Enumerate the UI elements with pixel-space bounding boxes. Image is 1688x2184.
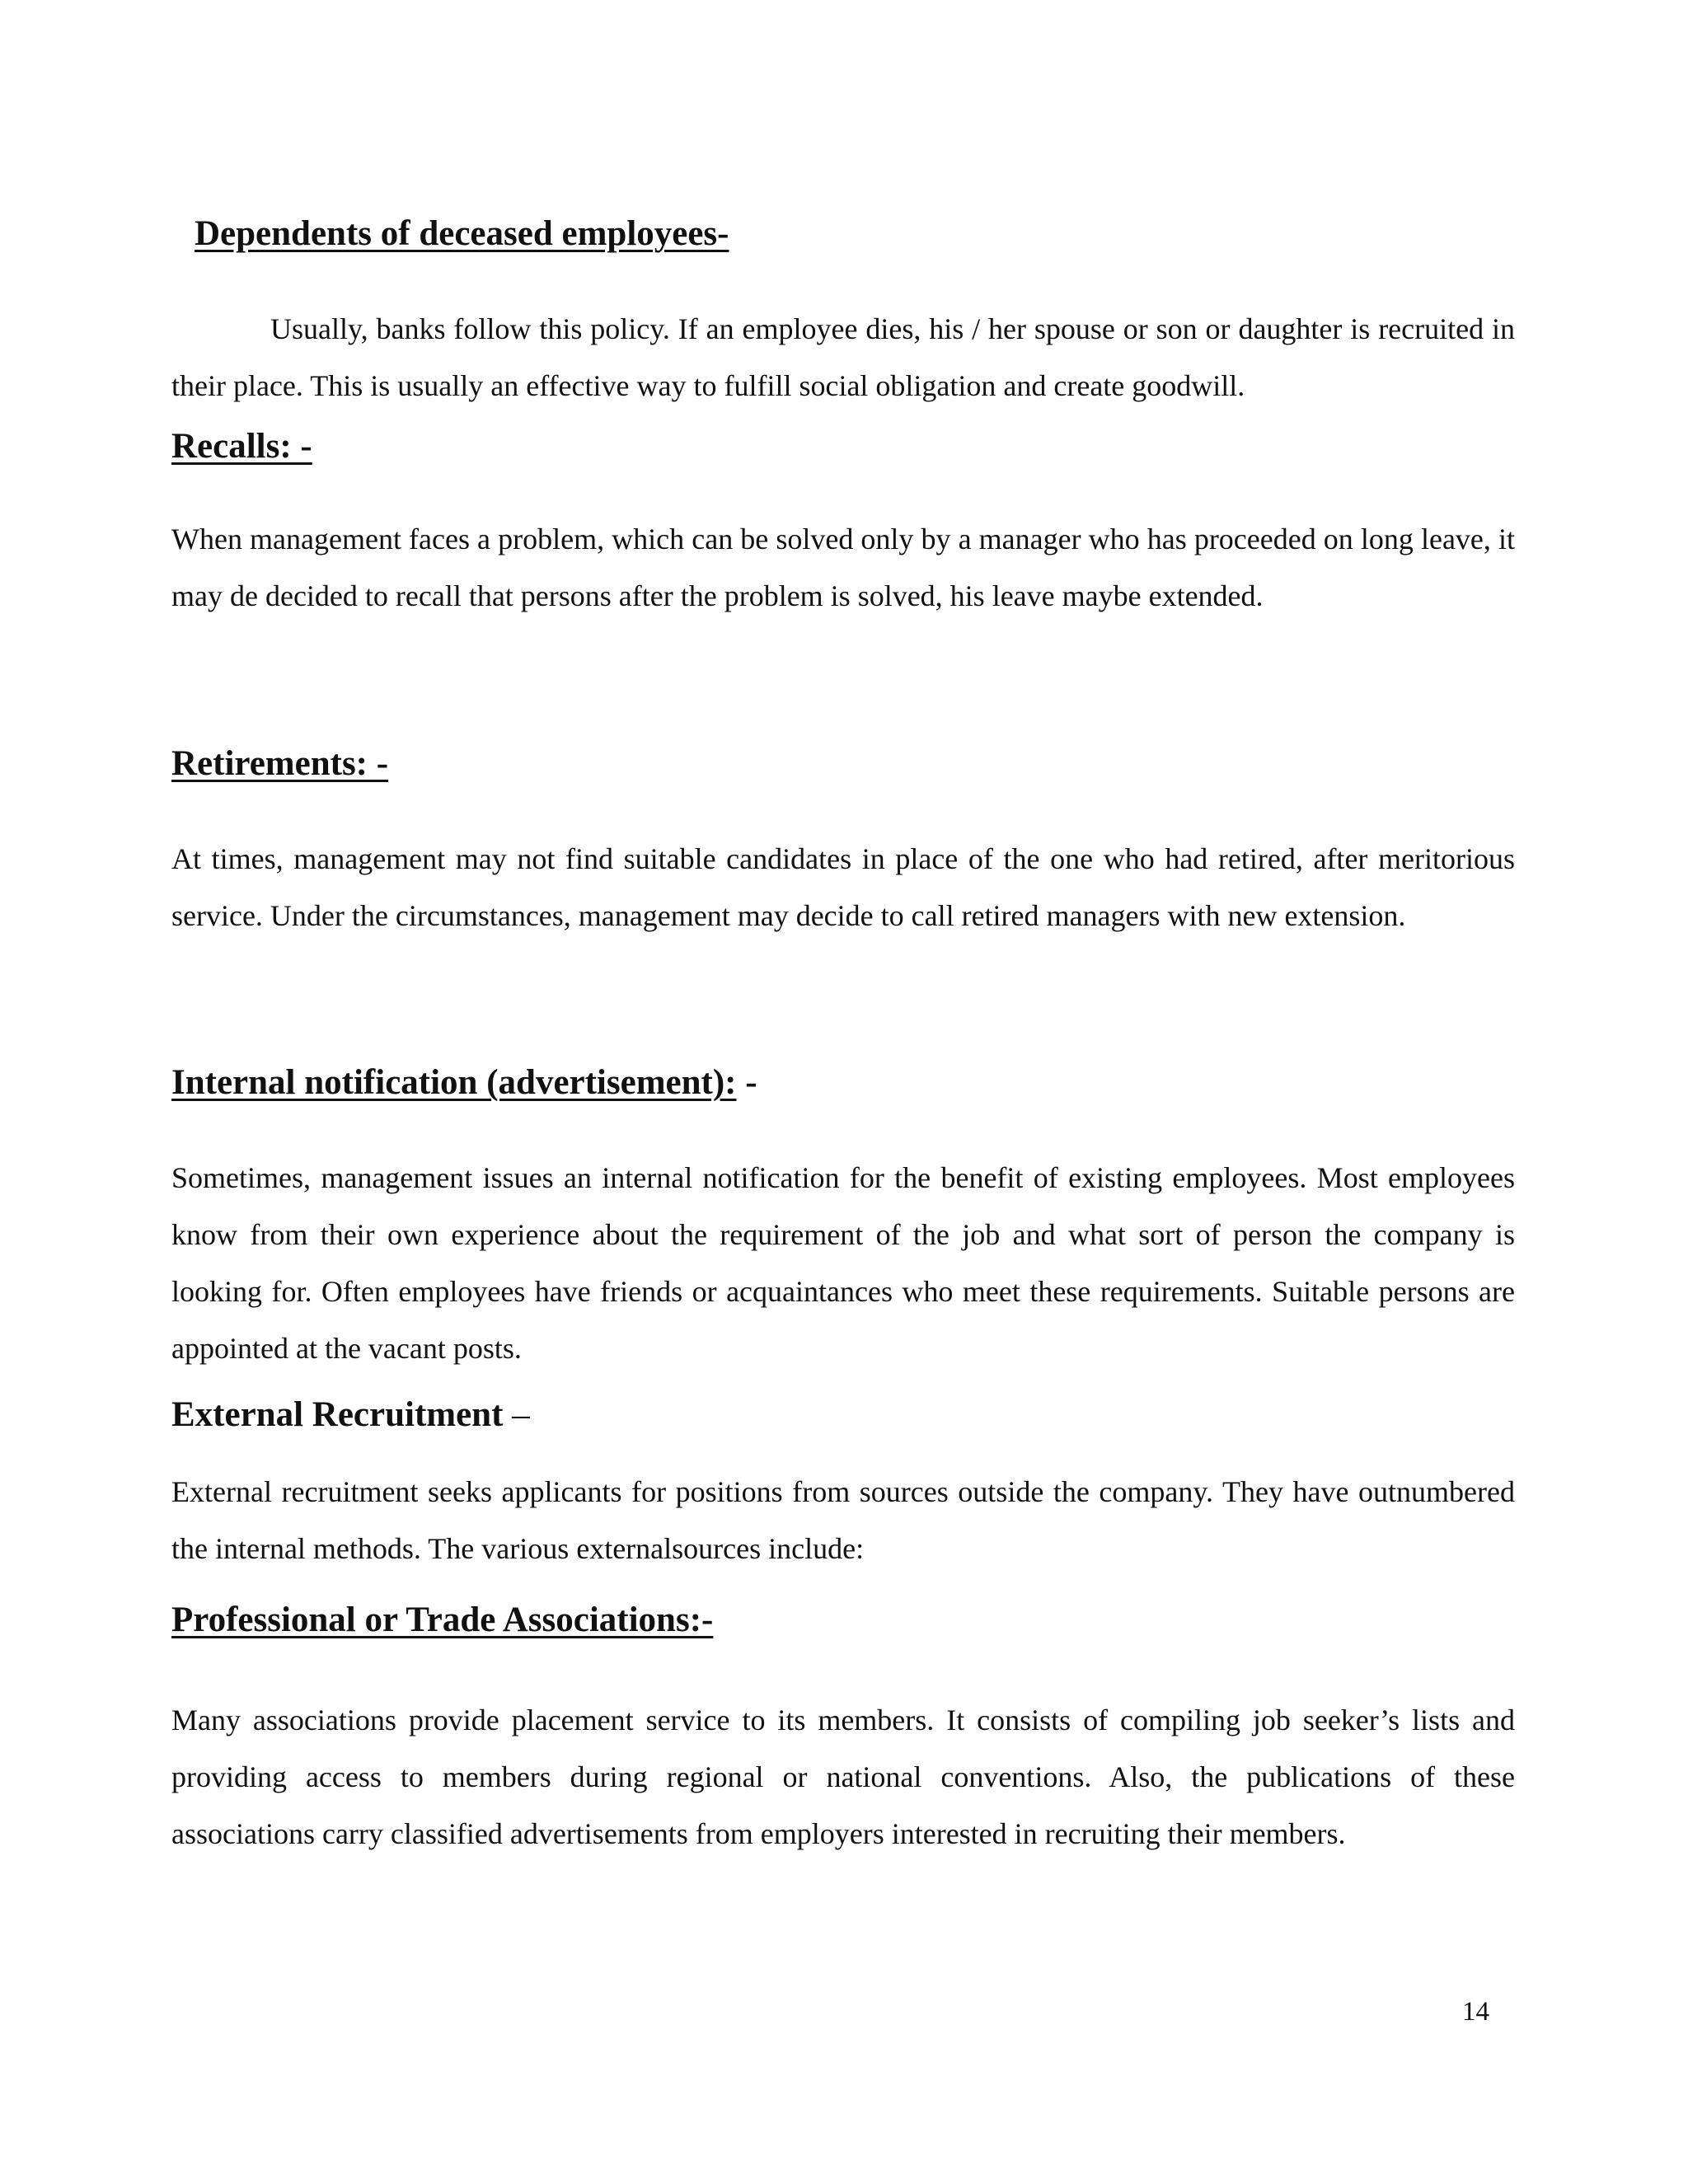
section-heading-recalls: Recalls: - bbox=[171, 427, 312, 466]
section-paragraph-external-recruitment: External recruitment seeks applicants for positions from sources outside the company. They have outnumbered the internal methods. The various externalsources include: bbox=[171, 1475, 1515, 1565]
section-paragraph-retirements: At times, management may not find suitable candidates in place of the one who had retired, after meritorious service. Under the circumstances, management may decide to call retired managers with new extension. bbox=[171, 842, 1515, 932]
page-number: 14 bbox=[1462, 1997, 1489, 2027]
section-paragraph-dependents: Usually, banks follow this policy. If an employee dies, his / her spouse or son or daughter is recruited in their place. This is usually an effective way to fulfill social obligation and create goodwill. bbox=[171, 312, 1515, 402]
section-heading-external-recruitment: External Recruitment – bbox=[171, 1395, 530, 1434]
section-heading-dependents: Dependents of deceased employees- bbox=[195, 214, 729, 253]
section-heading-internal-notification: Internal notification (advertisement): - bbox=[171, 1063, 757, 1102]
section-heading-retirements: Retirements: - bbox=[171, 744, 389, 783]
section-paragraph-recalls: When management faces a problem, which can be solved only by a manager who has proceeded on long leave, it may de decided to recall that persons after the problem is solved, his leave maybe extended. bbox=[171, 523, 1515, 612]
section-paragraph-professional-associations: Many associations provide placement service to its members. It consists of compiling job seeker’s lists and providing access to members during regional or national conventions. Also, the publications of these associations carry classified advertisements from employers interested in recruiting their members. bbox=[171, 1704, 1515, 1850]
section-heading-professional-associations: Professional or Trade Associations:- bbox=[171, 1601, 714, 1639]
section-paragraph-internal-notification: Sometimes, management issues an internal notification for the benefit of existing employees. Most employees know from their own experience about the requirement of the job and what sort of person the company is looking for. Often employees have friends or acquaintances who meet these requirements. Suitable persons are appointed at the vacant posts. bbox=[171, 1161, 1515, 1365]
